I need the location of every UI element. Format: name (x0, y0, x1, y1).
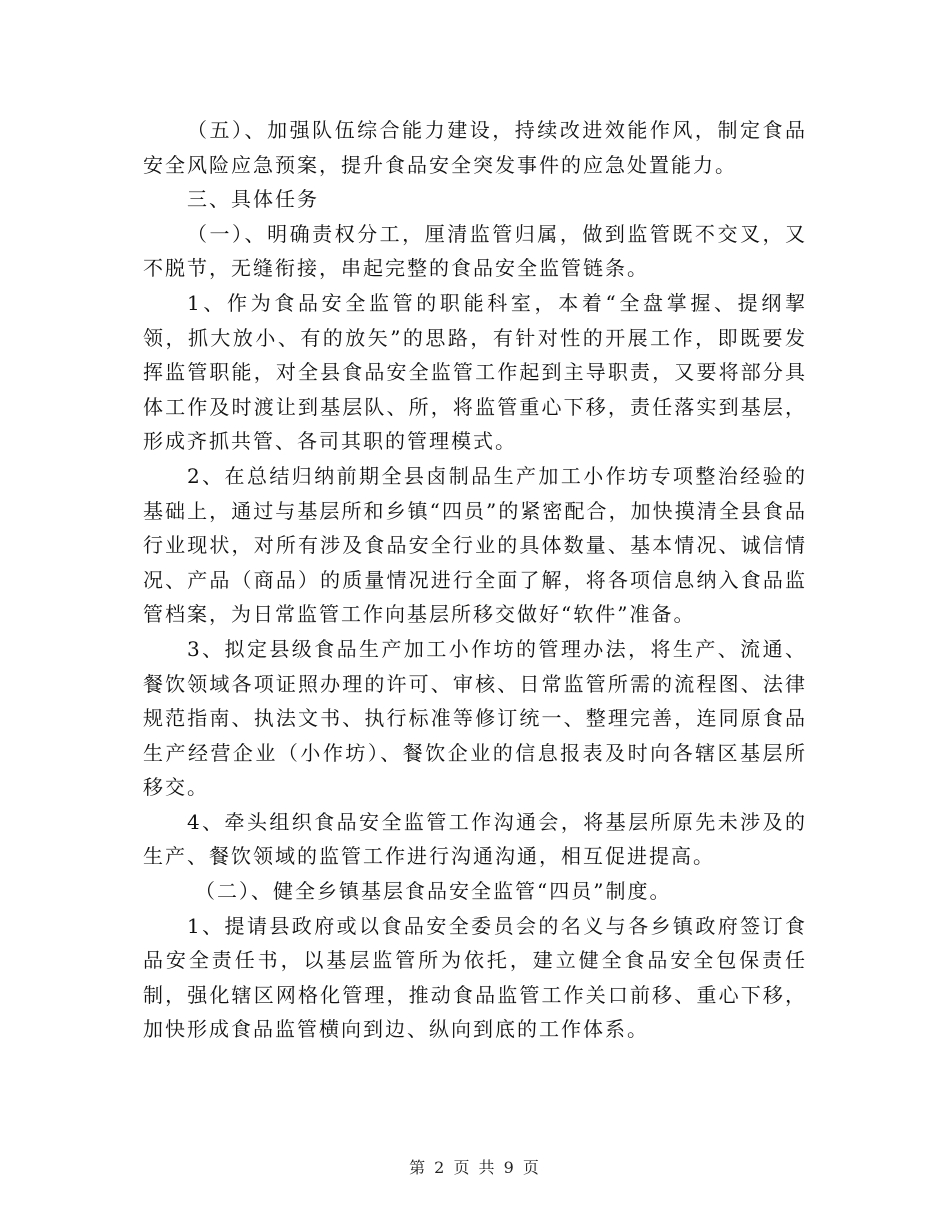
heading-specific-tasks: 三、具体任务 (187, 187, 319, 212)
paragraph-subsection-1: （一）、明确责权分工，厘清监管归属，做到监管既不交叉，又不脱节，无缝衔接，串起完整的食品安全监管链条。 (143, 221, 807, 281)
paragraph-item-4: 4、牵头组织食品安全监管工作沟通会，将基层所原先未涉及的生产、餐饮领域的监管工作进行沟通沟通，相互促进提高。 (143, 809, 807, 869)
paragraph-item-3: 3、拟定县级食品生产加工小作坊的管理办法，将生产、流通、餐饮领域各项证照办理的许可、审核、日常监管所需的流程图、法律规范指南、执法文书、执行标准等修订统一、整理完善，连同原食品生产经营企业（小作坊）、餐饮企业的信息报表及时向各辖区基层所移交。 (143, 636, 807, 800)
paragraph-section-5: （五）、加强队伍综合能力建设，持续改进效能作风，制定食品安全风险应急预案，提升食品安全突发事件的应急处置能力。 (143, 118, 807, 177)
paragraph-subsection-2: （二）、健全乡镇基层食品安全监管“四员”制度。 (195, 879, 672, 904)
page-number: 第 2 页 共 9 页 (409, 1158, 541, 1177)
paragraph-item-1: 1、作为食品安全监管的职能科室，本着“全盘掌握、提纲挈领，抓大放小、有的放矢”的思路，有针对性的开展工作，即既要发挥监管职能，对全县食品安全监管工作起到主导职责，又要将部分具体工作及时渡让到基层队、所，将监管重心下移，责任落实到基层，形成齐抓共管、各司其职的管理模式。 (143, 290, 807, 454)
paragraph-subitem-1: 1、提请县政府或以食品安全委员会的名义与各乡镇政府签订食品安全责任书，以基层监管所为依托，建立健全食品安全包保责任制，强化辖区网格化管理，推动食品监管工作关口前移、重心下移，加快形成食品监管横向到边、纵向到底的工作体系。 (143, 913, 807, 1042)
page-footer (0, 1155, 950, 1178)
paragraph-item-2: 2、在总结归纳前期全县卤制品生产加工小作坊专项整治经验的基础上，通过与基层所和乡镇“四员”的紧密配合，加快摸清全县食品行业现状，对所有涉及食品安全行业的具体数量、基本情况、诚信情况、产品（商品）的质量情况进行全面了解，将各项信息纳入食品监管档案，为日常监管工作向基层所移交做好“软件”准备。 (143, 463, 807, 627)
document-body (143, 113, 807, 1047)
